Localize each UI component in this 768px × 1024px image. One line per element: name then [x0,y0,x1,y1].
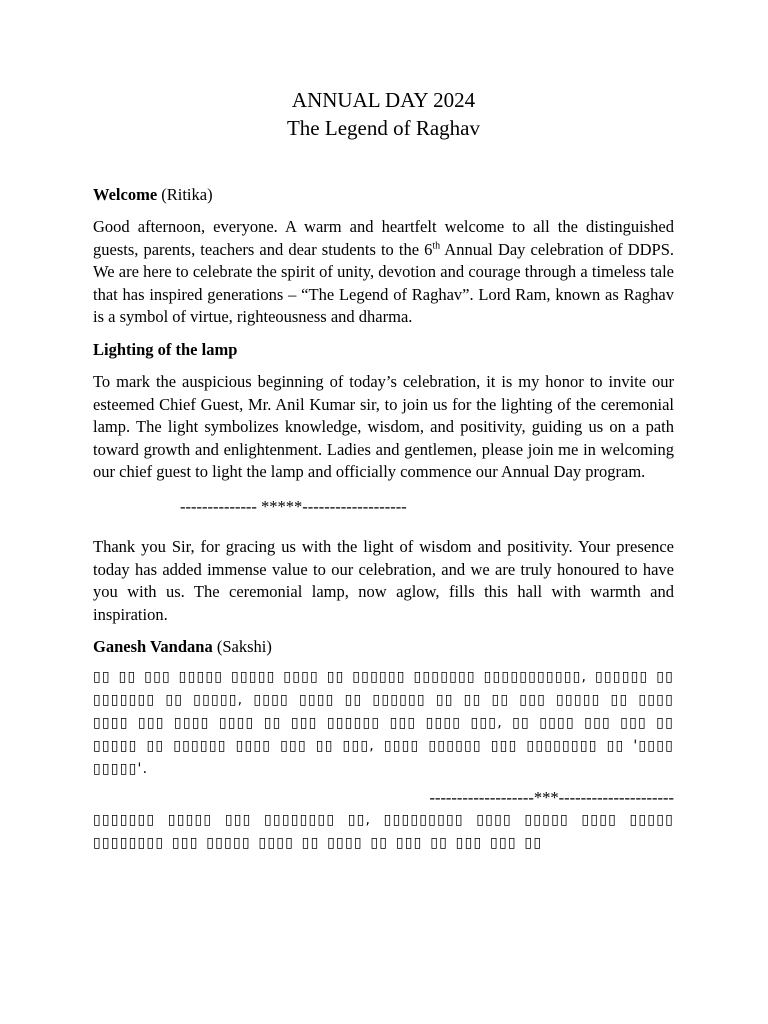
closing-paragraph: ▯▯▯▯▯▯▯ ▯▯▯▯▯ ▯▯▯ ▯▯▯▯▯▯▯▯ ▯▯, ▯▯▯▯▯▯▯▯▯ ▯▯▯▯ ▯▯▯▯▯ ▯▯▯▯ ▯▯▯▯▯ ▯▯▯▯▯▯▯▯ ▯▯▯ ▯▯▯▯▯ ▯▯▯▯ ▯▯ ▯▯▯▯ ▯▯ ▯▯▯ ▯▯ ▯▯▯ ▯▯▯ ▯▯ [93,812,674,852]
welcome-speaker: (Ritika) [161,185,213,204]
section-separator-2: -------------------***--------------------- [429,788,674,808]
document-title: ANNUAL DAY 2024 [291,88,476,112]
ganesh-speaker: (Sakshi) [216,637,272,657]
lamp-heading-label: Lighting of the lamp [93,339,238,359]
thanks-paragraph: Thank you Sir, for gracing us with the light of wisdom and positivity. Your presence today has added immense value to our celebration, and we are truly honoured to have you with us. The ceremonial lamp, now aglow, fills this hall with warmth and inspiration. [93,536,674,624]
welcome-text-part1: Good afternoon, everyone. A warm and heartfelt welcome to all the distinguished guests, parents, teachers and dear students to the 6 [93,217,674,259]
ganesh-paragraph: ▯▯ ▯▯ ▯▯▯ ▯▯▯▯▯ ▯▯▯▯▯ ▯▯▯▯ ▯▯ ▯▯▯▯▯▯ ▯▯▯▯▯▯▯ ▯▯▯▯▯▯▯▯▯▯▯, ▯▯▯▯▯▯ ▯▯ ▯▯▯▯▯▯▯ ▯▯ ▯▯▯▯▯, ▯▯▯▯ ▯▯▯▯ ▯▯ ▯▯▯▯▯▯ ▯▯ ▯▯ ▯▯ ▯▯▯ ▯▯▯▯▯ ▯▯ ▯▯▯▯ ▯▯▯▯ ▯▯▯ ▯▯▯▯ ▯▯▯▯ ▯▯ ▯▯▯ ▯▯▯▯▯▯ ▯▯▯ ▯▯▯▯ ▯▯▯, ▯▯ ▯▯▯▯ ▯▯▯ ▯▯▯ ▯▯ ▯▯▯▯▯ ▯▯ ▯▯▯▯▯▯ ▯▯▯▯ ▯▯▯ ▯▯ ▯▯▯, ▯▯▯▯ ▯▯▯▯▯▯ ▯▯▯ ▯▯▯▯▯▯▯▯ ▯▯ '▯▯▯▯ ▯▯▯▯▯'. [93,669,674,778]
lamp-paragraph: To mark the auspicious beginning of today’s celebration, it is my honor to invite our esteemed Chief Guest, Mr. Anil Kumar sir, to join us for the lighting of the ceremonial lamp. The light symbolizes knowledge, wisdom, and positivity, guiding us on a path toward growth and enlightenment. Ladies and gentlemen, please join me in welcoming our chief guest to light the lamp and officially commence our Annual Day program. [93,371,674,482]
welcome-heading [93,184,674,206]
document-page [93,86,674,855]
ganesh-heading [93,636,674,658]
ordinal-superscript: th [432,240,441,252]
welcome-paragraph [93,216,674,329]
welcome-text-part2: Annual Day celebration of DDPS. We are here to celebrate the spirit of unity, devotion and courage through a timeless tale that has inspired generations – “The Legend of Raghav”. Lord Ram, known as Raghav is a symbol of virtue, righteousness and dharma. [93,239,675,327]
ganesh-heading-label: Ganesh Vandana [93,637,213,657]
section-separator: -------------- *****------------------- [180,496,407,516]
lamp-heading [93,339,674,361]
welcome-heading-label: Welcome [93,185,158,204]
document-subtitle: The Legend of Raghav [286,116,480,140]
